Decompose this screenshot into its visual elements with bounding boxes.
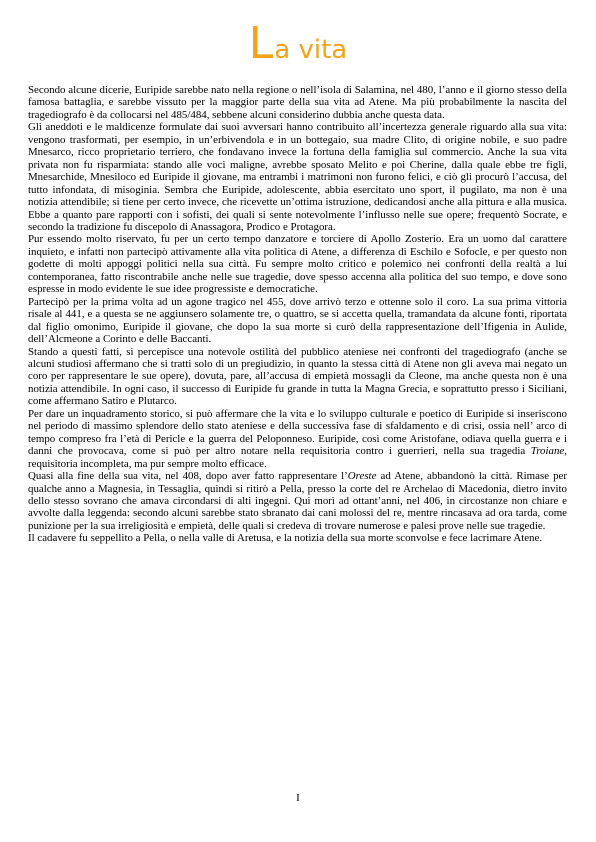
page-title <box>248 18 348 69</box>
paragraph-8: Il cadavere fu seppellito a Pella, o nella valle di Aretusa, e la notizia della sua morte sconvolse e fece lacrimare Atene. <box>28 532 543 545</box>
paragraph-7-end: ad Atene, abbandonò la città. Rimase per qualche anno a Magnesia, in Tessaglia, quindi si ritirò a Pella, presso la corte del re Archelao di Macedonia, dietro invito dello stesso sovrano che amava circondarsi di alti ingegni. Qui morì ad ottant’anni, nel 406, in circostanze non chiare e avvolte dalla leggenda: secondo alcuni sarebbe stato sbranato dai cani molossi del re, mentre rincasava ad ora tarda, come punizione per la sua irreligiosità e empietà, delle quali si credeva di trovare numerose e palesi prove nelle sue tragedie. <box>28 470 567 532</box>
paragraph-6-text: Per dare un inquadramento storico, si può affermare che la vita e lo sviluppo culturale e poetico di Euripide si inseriscono nel periodo di massimo splendore dello stato ateniese e della successiva fase di sfaldamento e di crisi, ossia nell’ arco di tempo compreso fra l’età di Pericle e la guerra del Peloponneso. Euripide, così come Aristofane, odiava quella guerra e i danni che provocava, come si può per altro notare nella requisitoria contro i guerrieri, nella sua tragedia <box>28 407 567 458</box>
title-initial: L <box>248 18 273 69</box>
paragraph-6-end: , requisitoria incompleta, ma pur sempre molto efficace. <box>28 445 567 470</box>
paragraph-6 <box>28 408 567 470</box>
paragraph-5: Stando a questi fatti, si percepisce una notevole ostilità del pubblico ateniese nei confronti del tragediografo (anche se alcuni studiosi affermano che si tratti solo di un pregiudizio, in quanto la stessa città di Atene non gli aveva mai negato un coro per rappresentare le sue opere), dovuta, pare, all’accusa di empietà mossagli da Cleone, ma anche questa non è una notizia attendibile. In ogni caso, il successo di Euripide fu grande in tutta la Magna Grecia, e soprattutto presso i Siciliani, come affermano Satiro e Plutarco. <box>28 345 567 408</box>
paragraph-6-italic: Troiane <box>530 445 565 458</box>
paragraph-7 <box>28 470 567 532</box>
paragraph-4: Partecipò per la prima volta ad un agone tragico nel 455, dove arrivò terzo e ottenne solo il coro. La sua prima vittoria risale al 441, e a questa se ne aggiunsero solamente tre, o quattro, se si accetta quella, tramandata da alcune fonti, riportata dal figlio omonimo, Euripide il giovane, che dopo la sua morte si curò della rappresentazione dell’Ifigenia in Aulide, dell’Alcmeone a Corinto e delle Baccanti. <box>28 295 567 346</box>
paragraph-2: Gli aneddoti e le maldicenze formulate dai suoi avversari hanno contribuito all’incertezza generale riguardo alla sua vita: vengono trasformati, per esempio, in un’erbivendola e in un bottegaio, sua madre Clito, di origine nobile, e suo padre Mnesarco, ricco proprietario terriero, che fondavano invece la fortuna della famiglia sul commercio. Anche la sua vita privata non fu risparmiata: stando alle voci maligne, avrebbe sposato Melito e poi Cherine, dalla quale ebbe tre figli, Mnesarchide, Mnesiloco ed Euripide il giovane, ma entrambi i matrimoni non furono felici, e ciò gli procurò l’accusa, del tutto infondata, di misoginia. Sembra che Euripide, adolescente, abbia esercitato uno sport, il pugilato, ma non è una notizia attendibile; si tiene per certo invece, che ricevette un’ottima istruzione, dedicandosi anche alla pittura e alla musica. Ebbe a quanto pare rapporti con i sofisti, dei quali si sente notevolmente l’influsso nelle sue opere; frequentò Socrate, e secondo la tradizione fu discepolo di Anassagora, Prodico e Protagora. <box>28 121 567 233</box>
paragraph-1: Secondo alcune dicerie, Euripide sarebbe nato nella regione o nell’isola di Salamina, nel 480, l’anno e il giorno stesso della famosa battaglia, e sarebbe vissuto per la maggior parte della sua vita ad Atene. Ma più probabilmente la nascita del tragediografo è da collocarsi nel 485/484, sebbene alcuni considerino dubbia anche questa data. <box>28 84 567 121</box>
title-block <box>0 18 596 74</box>
paragraph-7-italic: Oreste <box>347 470 377 483</box>
body-text <box>28 84 567 545</box>
page-number: I <box>296 792 300 804</box>
paragraph-7-start: Quasi alla fine della sua vita, nel 408, dopo aver fatto rappresentare l’ <box>28 470 348 483</box>
paragraph-3: Pur essendo molto riservato, fu per un certo tempo danzatore e torciere di Apollo Zosterio. Era un uomo dal carattere inquieto, e infatti non partecipò attivamente alla vita politica di Atene, a differenza di Eschilo e Sofocle, e per questo non godette di molti appoggi politici nella sua città. Fu sempre molto critico e polemico nei confronti della realtà a lui contemporanea, fatto riscontrabile anche nelle sue tragedie, dove spesso accenna alla politica del suo tempo, e dove sono espresse in modo evidente le sue idee progressiste e democratiche. <box>28 233 567 296</box>
title-rest: a vita <box>274 35 348 65</box>
